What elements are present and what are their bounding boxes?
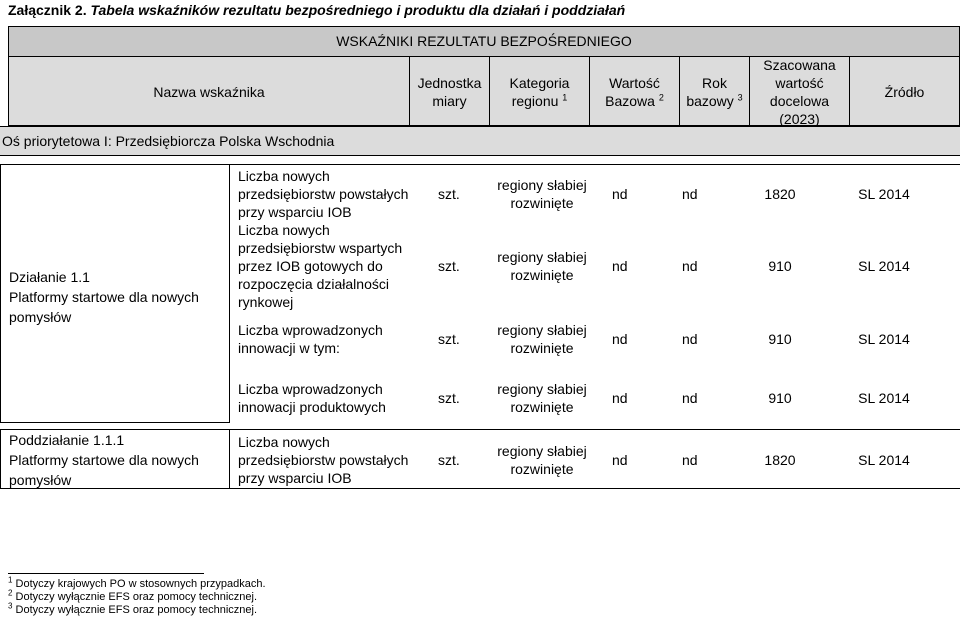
footnote-number: 3 bbox=[8, 601, 13, 611]
indicator-source: SL 2014 bbox=[858, 452, 910, 468]
footnote-ref-2: 2 bbox=[658, 91, 664, 102]
indicator-base-value: nd bbox=[612, 452, 628, 468]
footnote bbox=[8, 588, 257, 603]
col-header-source-text: Źródło bbox=[884, 83, 925, 100]
caption-label: Załącznik 2. bbox=[8, 2, 87, 18]
indicator-category: regiony słabiej rozwinięte bbox=[497, 249, 587, 283]
col-header-year-line1: Rok bbox=[702, 74, 727, 91]
indicator-base-value: nd bbox=[612, 390, 628, 406]
indicator-base-year: nd bbox=[682, 331, 698, 347]
caption-text: Tabela wskaźników rezultatu bezpośredniego i produktu dla działań i poddziałań bbox=[90, 2, 626, 18]
indicator-source: SL 2014 bbox=[858, 390, 910, 406]
footnote-ref-3: 3 bbox=[737, 91, 743, 102]
indicator-name: Liczba nowych przedsiębiorstw powstałych przy wsparciu IOB bbox=[238, 168, 409, 220]
group-code: Działanie 1.1 bbox=[9, 269, 90, 285]
col-header-source bbox=[849, 57, 959, 126]
indicator-category: regiony słabiej rozwinięte bbox=[497, 443, 587, 477]
col-header-base-line1: Wartość bbox=[609, 74, 660, 91]
col-header-target-line1: Szacowana bbox=[763, 56, 836, 73]
group-dzialanie bbox=[0, 164, 230, 423]
table-row bbox=[230, 369, 960, 427]
indicator-name: Liczba nowych przedsiębiorstw powstałych przy wsparciu IOB bbox=[238, 434, 409, 486]
indicator-base-year: nd bbox=[682, 186, 698, 202]
col-header-category-line1: Kategoria bbox=[509, 74, 570, 91]
footnote-text: Dotyczy wyłącznie EFS oraz pomocy technicznej. bbox=[15, 604, 257, 616]
col-header-target-line2: wartość bbox=[775, 74, 824, 91]
table-row bbox=[230, 165, 960, 223]
group-name: Platformy startowe dla nowych pomysłów bbox=[9, 452, 199, 488]
col-header-name-text: Nazwa wskaźnika bbox=[153, 83, 265, 100]
col-header-category bbox=[489, 57, 589, 126]
indicator-name: Liczba wprowadzonych innowacji produktowych bbox=[238, 381, 386, 415]
footnote bbox=[8, 575, 266, 590]
indicator-table-body bbox=[230, 164, 960, 489]
footnote-text: Dotyczy krajowych PO w stosownych przypadkach. bbox=[15, 578, 266, 590]
indicator-target: 1820 bbox=[764, 452, 796, 468]
col-header-year-line2: bazowy bbox=[686, 92, 734, 109]
table-row bbox=[230, 309, 960, 369]
indicator-base-value: nd bbox=[612, 186, 628, 202]
table-header bbox=[8, 26, 960, 126]
table-row bbox=[230, 223, 960, 309]
indicator-name: Liczba nowych przedsiębiorstw wspartych przez IOB gotowych do rozpoczęcia działalności rynkowej bbox=[238, 222, 403, 310]
indicator-target: 910 bbox=[768, 390, 792, 406]
footnote-number: 2 bbox=[8, 588, 13, 598]
indicator-category: regiony słabiej rozwinięte bbox=[497, 177, 587, 211]
priority-axis-row bbox=[0, 126, 960, 156]
indicator-target: 910 bbox=[768, 331, 792, 347]
col-header-unit-line2: miary bbox=[432, 92, 467, 109]
group-code: Poddziałanie 1.1.1 bbox=[9, 432, 125, 448]
indicator-source: SL 2014 bbox=[858, 258, 910, 274]
col-header-name bbox=[9, 57, 409, 126]
indicator-source: SL 2014 bbox=[858, 331, 910, 347]
indicator-source: SL 2014 bbox=[858, 186, 910, 202]
col-header-base-line2: Bazowa bbox=[605, 92, 655, 109]
indicator-unit: szt. bbox=[438, 258, 460, 274]
col-header-base-year bbox=[679, 57, 749, 126]
footnote-divider bbox=[8, 573, 204, 574]
col-header-unit-line1: Jednostka bbox=[417, 74, 482, 91]
priority-axis-title: Oś priorytetowa I: Przedsiębiorcza Polska Wschodnia bbox=[2, 133, 335, 149]
col-header-target-line4: (2023) bbox=[779, 110, 820, 127]
indicator-target: 1820 bbox=[764, 186, 796, 202]
group-name: Platformy startowe dla nowych pomysłów bbox=[9, 289, 199, 325]
indicator-unit: szt. bbox=[438, 331, 460, 347]
group-poddzialanie bbox=[0, 429, 230, 489]
table-row bbox=[230, 429, 960, 490]
indicator-base-year: nd bbox=[682, 390, 698, 406]
indicator-category: regiony słabiej rozwinięte bbox=[497, 322, 587, 356]
footnote-ref-1: 1 bbox=[562, 91, 568, 102]
col-header-category-line2: regionu bbox=[511, 92, 559, 109]
header-band-title: WSKAŹNIKI REZULTATU BEZPOŚREDNIEGO bbox=[336, 33, 632, 49]
indicator-unit: szt. bbox=[438, 186, 460, 202]
col-header-base-value bbox=[589, 57, 679, 126]
footnote-text: Dotyczy wyłącznie EFS oraz pomocy technicznej. bbox=[15, 591, 257, 603]
indicator-base-value: nd bbox=[612, 331, 628, 347]
header-band bbox=[9, 27, 959, 57]
indicator-target: 910 bbox=[768, 258, 792, 274]
indicator-category: regiony słabiej rozwinięte bbox=[497, 381, 587, 415]
indicator-base-year: nd bbox=[682, 258, 698, 274]
footnote bbox=[8, 601, 257, 616]
table-caption bbox=[8, 2, 625, 18]
col-header-target bbox=[749, 57, 849, 126]
col-header-target-line3: docelowa bbox=[769, 92, 830, 109]
indicator-name: Liczba wprowadzonych innowacji w tym: bbox=[238, 322, 383, 356]
indicator-unit: szt. bbox=[438, 390, 460, 406]
footnote-number: 1 bbox=[8, 575, 13, 585]
indicator-unit: szt. bbox=[438, 452, 460, 468]
indicator-base-year: nd bbox=[682, 452, 698, 468]
indicator-base-value: nd bbox=[612, 258, 628, 274]
col-header-unit bbox=[409, 57, 489, 126]
